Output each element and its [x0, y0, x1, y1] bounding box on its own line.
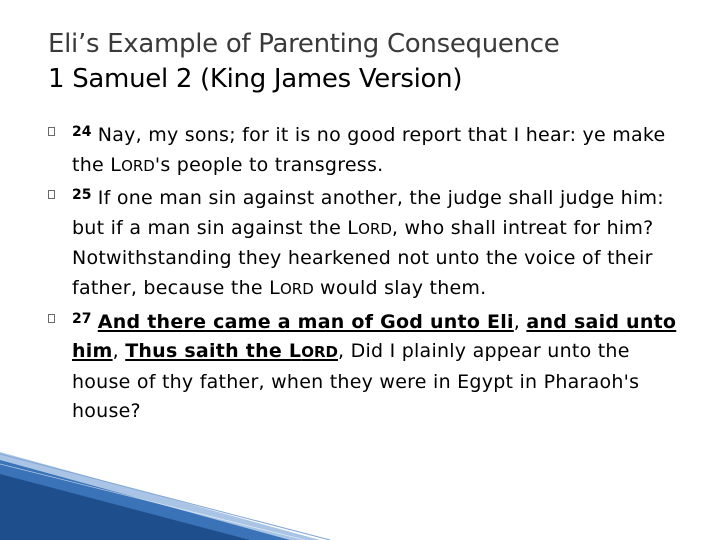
- verse-number: 24: [72, 124, 92, 140]
- highlighted-phrase: Thus saith the LORD: [125, 340, 338, 363]
- verse-text: Nay, my sons; for it is no good report that I hear: ye make the L: [72, 124, 666, 176]
- verse-text: , Did I plainly appear unto the house of thy father, when they were in Egypt in Pharaoh's house?: [72, 340, 640, 423]
- wave-line: [0, 454, 330, 540]
- hollow-square-bullet-icon: [48, 127, 55, 136]
- highlighted-phrase: And there came a man of God unto Eli: [97, 310, 514, 333]
- title-line-1: Eli’s Example of Parenting Consequence: [48, 29, 560, 59]
- verse-text: would slay them.: [313, 276, 487, 299]
- slide-title: [48, 26, 708, 96]
- verse-number: 25: [72, 187, 92, 204]
- wave-line: [0, 464, 305, 540]
- blue-wave-decoration: [0, 450, 720, 540]
- hollow-square-bullet-icon: [48, 190, 55, 199]
- verse-25: [48, 181, 688, 304]
- hollow-square-bullet-icon: [48, 314, 55, 323]
- verse-text: ,: [513, 310, 527, 333]
- verse-number: 27: [72, 310, 92, 327]
- verse-24: [48, 118, 688, 181]
- wave-mid: [0, 460, 290, 540]
- verse-text: , who shall intreat for him? Notwithstanding they hearkened not unto the voice of their father, because the L: [72, 216, 654, 299]
- verse-text: If one man sin against another, the judge shall judge him: but if a man sin against the L: [72, 187, 664, 239]
- small-caps-text: ORD: [279, 279, 314, 298]
- verse-list: [48, 118, 688, 427]
- title-line-2: 1 Samuel 2 (King James Version): [48, 64, 463, 94]
- wave-dark: [0, 474, 250, 540]
- small-caps-text: ORD: [358, 219, 392, 238]
- wave-light: [0, 452, 320, 540]
- verse-text: 's people to transgress.: [154, 153, 384, 176]
- verse-text: ,: [112, 340, 126, 363]
- highlighted-phrase: and said unto him: [72, 310, 677, 363]
- small-caps-text: ORD: [121, 156, 155, 175]
- verse-27: [48, 305, 688, 427]
